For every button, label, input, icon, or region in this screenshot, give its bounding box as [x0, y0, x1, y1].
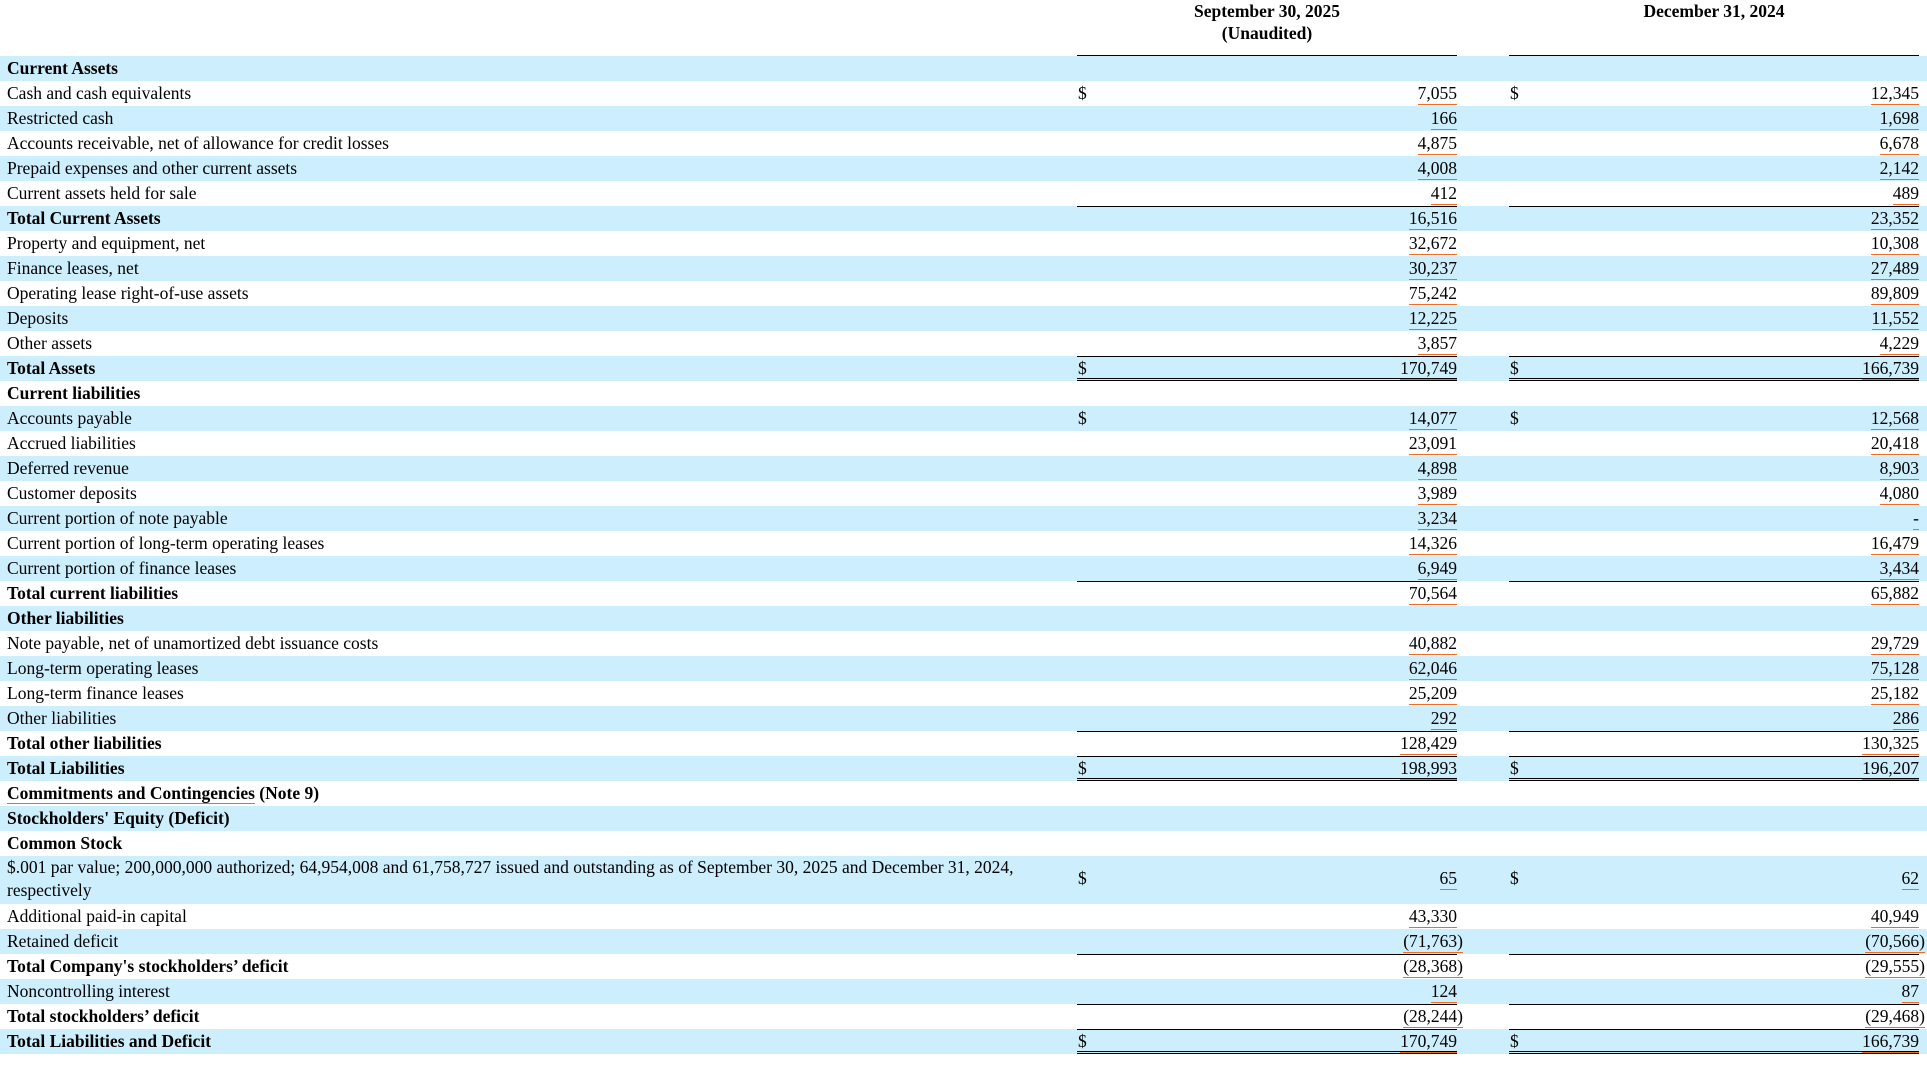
- amount-value: 43,330: [1408, 906, 1457, 926]
- table-row: [0, 656, 1927, 681]
- amount-dec-2024: [1509, 531, 1919, 556]
- amount-dec-2024: [1509, 631, 1919, 656]
- row-label-rest: (Note 9): [254, 783, 320, 803]
- amount-value: 25,209: [1408, 683, 1457, 703]
- row-label: Other liabilities: [7, 608, 124, 628]
- amount-value: 166,739: [1862, 358, 1919, 378]
- amount-dec-2024: [1509, 681, 1919, 706]
- amount-value: 3,857: [1417, 333, 1457, 353]
- row-label: Stockholders' Equity (Deficit): [7, 808, 230, 828]
- amount-sep-2025: [1077, 506, 1457, 531]
- row-label: Total Current Assets: [7, 208, 161, 228]
- amount-dec-2024: [1509, 81, 1919, 106]
- amount-value: 4,229: [1879, 333, 1919, 353]
- row-label: Total stockholders’ deficit: [7, 1006, 200, 1026]
- amount-value: 75,128: [1870, 658, 1919, 678]
- table-row: [0, 856, 1927, 904]
- amount-value: 170,749: [1400, 358, 1457, 378]
- row-label: Note payable, net of unamortized debt issuance costs: [7, 633, 379, 653]
- amount-sep-2025: [1077, 681, 1457, 706]
- amount-dec-2024: [1509, 954, 1925, 979]
- row-label: Current portion of finance leases: [7, 558, 237, 578]
- row-label: Current Assets: [7, 58, 118, 78]
- amount-value: (70,566): [1865, 931, 1925, 951]
- row-label: Current liabilities: [7, 383, 141, 403]
- amount-dec-2024: [1509, 281, 1919, 306]
- amount-value: 70,564: [1408, 583, 1457, 603]
- amount-value: 412: [1430, 183, 1457, 203]
- amount-dec-2024: [1509, 866, 1919, 891]
- table-row: [0, 1004, 1927, 1029]
- table-row: [0, 606, 1927, 631]
- amount-dec-2024: [1509, 406, 1919, 431]
- row-label: Additional paid-in capital: [7, 906, 187, 926]
- amount-value: 3,434: [1879, 558, 1919, 578]
- amount-sep-2025: [1077, 929, 1463, 954]
- table-row: [0, 306, 1927, 331]
- currency-symbol: $: [1078, 408, 1087, 428]
- table-row: [0, 131, 1927, 156]
- amount-dec-2024: [1509, 506, 1919, 531]
- currency-symbol: $: [1078, 1031, 1087, 1051]
- row-label: Other liabilities: [7, 708, 117, 728]
- table-row: [0, 106, 1927, 131]
- amount-dec-2024: [1509, 1004, 1925, 1029]
- currency-symbol: $: [1510, 1031, 1519, 1051]
- amount-value: 130,325: [1862, 733, 1919, 753]
- amount-value: 12,568: [1870, 408, 1919, 428]
- amount-dec-2024: [1509, 256, 1919, 281]
- row-label: Prepaid expenses and other current assets: [7, 158, 298, 178]
- row-label: Cash and cash equivalents: [7, 83, 192, 103]
- amount-value: 4,080: [1879, 483, 1919, 503]
- amount-dec-2024: [1509, 306, 1919, 331]
- amount-dec-2024: [1509, 356, 1919, 381]
- row-label: Common Stock: [7, 833, 123, 853]
- row-label: Accounts payable: [7, 408, 132, 428]
- amount-sep-2025: [1077, 979, 1457, 1004]
- table-row: [0, 831, 1927, 856]
- amount-value: 10,308: [1870, 233, 1919, 253]
- table-row: [0, 681, 1927, 706]
- amount-value: 196,207: [1862, 758, 1919, 778]
- amount-sep-2025: [1077, 206, 1457, 231]
- table-row: [0, 181, 1927, 206]
- amount-value: 89,809: [1870, 283, 1919, 303]
- amount-value: 40,882: [1408, 633, 1457, 653]
- amount-dec-2024: [1509, 481, 1919, 506]
- amount-sep-2025: [1077, 331, 1457, 356]
- amount-sep-2025: [1077, 656, 1457, 681]
- row-label: Accounts receivable, net of allowance for credit losses: [7, 133, 389, 153]
- currency-symbol: $: [1078, 758, 1087, 778]
- currency-symbol: $: [1510, 408, 1519, 428]
- table-row: [0, 406, 1927, 431]
- amount-sep-2025: [1077, 456, 1457, 481]
- table-row: [0, 256, 1927, 281]
- amount-value: 20,418: [1870, 433, 1919, 453]
- table-row: [0, 231, 1927, 256]
- amount-value: 3,989: [1417, 483, 1457, 503]
- amount-value: -: [1913, 508, 1919, 528]
- amount-sep-2025: [1077, 706, 1457, 731]
- amount-sep-2025: [1077, 431, 1457, 456]
- amount-sep-2025: [1077, 904, 1457, 929]
- amount-value: (29,468): [1865, 1006, 1925, 1026]
- amount-sep-2025: [1077, 731, 1457, 756]
- table-row: [0, 381, 1927, 406]
- table-row: [0, 631, 1927, 656]
- table-row: [0, 506, 1927, 531]
- amount-sep-2025: [1077, 481, 1457, 506]
- amount-value: 2,142: [1879, 158, 1919, 178]
- row-label: Long-term operating leases: [7, 658, 199, 678]
- table-row: [0, 81, 1927, 106]
- amount-dec-2024: [1509, 929, 1925, 954]
- table-row: [0, 929, 1927, 954]
- currency-symbol: $: [1078, 868, 1087, 888]
- table-row: [0, 206, 1927, 231]
- amount-value: 62: [1901, 868, 1919, 888]
- amount-value: 3,234: [1417, 508, 1457, 528]
- amount-value: 14,326: [1408, 533, 1457, 553]
- table-row: [0, 556, 1927, 581]
- amount-value: 489: [1892, 183, 1919, 203]
- amount-value: (29,555): [1865, 956, 1925, 976]
- row-label-underlined: Commitments and Contingencies: [7, 783, 255, 803]
- amount-sep-2025: [1077, 954, 1463, 979]
- table-row: [0, 1029, 1927, 1054]
- row-label: Total Liabilities and Deficit: [7, 1031, 212, 1051]
- amount-value: 8,903: [1879, 458, 1919, 478]
- amount-value: 27,489: [1870, 258, 1919, 278]
- row-label: Customer deposits: [7, 483, 137, 503]
- column-subtitle: (Unaudited): [1221, 23, 1313, 43]
- row-label: Current assets held for sale: [7, 183, 197, 203]
- table-row: [0, 979, 1927, 1004]
- row-label: Finance leases, net: [7, 258, 139, 278]
- amount-sep-2025: [1077, 156, 1457, 181]
- row-label: Noncontrolling interest: [7, 981, 170, 1001]
- row-label: Other assets: [7, 333, 93, 353]
- amount-sep-2025: [1077, 866, 1457, 891]
- amount-value: 4,008: [1417, 158, 1457, 178]
- table-row: [0, 706, 1927, 731]
- amount-value: 6,949: [1417, 558, 1457, 578]
- amount-dec-2024: [1509, 431, 1919, 456]
- amount-value: 62,046: [1408, 658, 1457, 678]
- amount-sep-2025: [1077, 356, 1457, 381]
- amount-value: 14,077: [1408, 408, 1457, 428]
- row-label: Accrued liabilities: [7, 433, 136, 453]
- currency-symbol: $: [1078, 358, 1087, 378]
- table-row: [0, 481, 1927, 506]
- amount-value: 286: [1892, 708, 1919, 728]
- amount-value: (28,244): [1403, 1006, 1463, 1026]
- amount-sep-2025: [1077, 106, 1457, 131]
- amount-sep-2025: [1077, 306, 1457, 331]
- table-body: [0, 56, 1927, 1054]
- table-row: [0, 904, 1927, 929]
- amount-value: (71,763): [1403, 931, 1463, 951]
- currency-symbol: $: [1510, 868, 1519, 888]
- amount-value: (28,368): [1403, 956, 1463, 976]
- column-title: December 31, 2024: [1643, 1, 1785, 21]
- table-row: [0, 331, 1927, 356]
- amount-value: 128,429: [1400, 733, 1457, 753]
- currency-symbol: $: [1078, 83, 1087, 103]
- amount-value: 29,729: [1870, 633, 1919, 653]
- amount-value: 166,739: [1862, 1031, 1919, 1051]
- row-label: Current portion of note payable: [7, 508, 228, 528]
- amount-sep-2025: [1077, 756, 1457, 781]
- amount-value: 7,055: [1417, 83, 1457, 103]
- amount-value: 11,552: [1871, 308, 1919, 328]
- table-row: [0, 56, 1927, 81]
- amount-value: 170,749: [1400, 1031, 1457, 1051]
- amount-value: 4,898: [1417, 458, 1457, 478]
- amount-value: 32,672: [1408, 233, 1457, 253]
- amount-sep-2025: [1077, 581, 1457, 606]
- amount-dec-2024: [1509, 131, 1919, 156]
- table-row: [0, 806, 1927, 831]
- row-label: Property and equipment, net: [7, 233, 206, 253]
- amount-dec-2024: [1509, 581, 1919, 606]
- amount-sep-2025: [1077, 531, 1457, 556]
- row-label: Current portion of long-term operating leases: [7, 533, 325, 553]
- amount-dec-2024: [1509, 231, 1919, 256]
- amount-value: 12,345: [1870, 83, 1919, 103]
- table-row: [0, 781, 1927, 806]
- amount-dec-2024: [1509, 656, 1919, 681]
- amount-value: 4,875: [1417, 133, 1457, 153]
- amount-sep-2025: [1077, 631, 1457, 656]
- table-row: [0, 954, 1927, 979]
- table-row: [0, 581, 1927, 606]
- amount-value: 12,225: [1408, 308, 1457, 328]
- column-header-dec-2024: [1509, 0, 1919, 56]
- amount-sep-2025: [1077, 231, 1457, 256]
- amount-dec-2024: [1509, 181, 1919, 206]
- amount-value: 198,993: [1400, 758, 1457, 778]
- row-label: Retained deficit: [7, 931, 119, 951]
- table-row: [0, 281, 1927, 306]
- table-row: [0, 156, 1927, 181]
- amount-value: 23,352: [1870, 208, 1919, 228]
- amount-value: 65: [1439, 868, 1457, 888]
- table-row: [0, 531, 1927, 556]
- amount-value: 30,237: [1408, 258, 1457, 278]
- amount-dec-2024: [1509, 556, 1919, 581]
- amount-sep-2025: [1077, 81, 1457, 106]
- currency-symbol: $: [1510, 758, 1519, 778]
- amount-value: 25,182: [1870, 683, 1919, 703]
- row-label: Total Company's stockholders’ deficit: [7, 956, 289, 976]
- row-label: $.001 par value; 200,000,000 authorized; 64,954,008 and 61,758,727 issued and outstanding as of September 30, 2025 and December 31, 2024, respectively: [7, 857, 1014, 900]
- table-row: [0, 731, 1927, 756]
- currency-symbol: $: [1510, 83, 1519, 103]
- amount-value: 124: [1430, 981, 1457, 1001]
- column-title: September 30, 2025: [1194, 1, 1340, 21]
- amount-dec-2024: [1509, 756, 1919, 781]
- amount-dec-2024: [1509, 731, 1919, 756]
- amount-value: 75,242: [1408, 283, 1457, 303]
- amount-value: 23,091: [1408, 433, 1457, 453]
- amount-value: 1,698: [1879, 108, 1919, 128]
- table-row: [0, 756, 1927, 781]
- row-label: Operating lease right-of-use assets: [7, 283, 249, 303]
- column-header-sep-2025: [1077, 0, 1457, 56]
- amount-value: 16,479: [1870, 533, 1919, 553]
- amount-sep-2025: [1077, 281, 1457, 306]
- row-label: Restricted cash: [7, 108, 114, 128]
- amount-value: 16,516: [1408, 208, 1457, 228]
- amount-value: 65,882: [1870, 583, 1919, 603]
- amount-value: 166: [1430, 108, 1457, 128]
- row-label: Long-term finance leases: [7, 683, 184, 703]
- row-label: Total other liabilities: [7, 733, 162, 753]
- amount-value: 6,678: [1879, 133, 1919, 153]
- row-label: [7, 781, 1037, 806]
- amount-dec-2024: [1509, 904, 1919, 929]
- amount-sep-2025: [1077, 1029, 1457, 1054]
- amount-dec-2024: [1509, 1029, 1919, 1054]
- amount-sep-2025: [1077, 556, 1457, 581]
- row-label: Deferred revenue: [7, 458, 129, 478]
- amount-dec-2024: [1509, 456, 1919, 481]
- amount-dec-2024: [1509, 156, 1919, 181]
- amount-dec-2024: [1509, 979, 1919, 1004]
- amount-sep-2025: [1077, 131, 1457, 156]
- table-row: [0, 431, 1927, 456]
- amount-value: 292: [1430, 708, 1457, 728]
- currency-symbol: $: [1510, 358, 1519, 378]
- amount-dec-2024: [1509, 331, 1919, 356]
- amount-sep-2025: [1077, 1004, 1463, 1029]
- amount-dec-2024: [1509, 106, 1919, 131]
- row-label: Total Liabilities: [7, 758, 125, 778]
- table-row: [0, 356, 1927, 381]
- amount-sep-2025: [1077, 181, 1457, 206]
- amount-sep-2025: [1077, 256, 1457, 281]
- table-row: [0, 456, 1927, 481]
- row-label: Total current liabilities: [7, 583, 179, 603]
- row-label: Deposits: [7, 308, 69, 328]
- amount-dec-2024: [1509, 706, 1919, 731]
- amount-value: 40,949: [1870, 906, 1919, 926]
- amount-dec-2024: [1509, 206, 1919, 231]
- row-label: Total Assets: [7, 358, 96, 378]
- amount-sep-2025: [1077, 406, 1457, 431]
- amount-value: 87: [1901, 981, 1919, 1001]
